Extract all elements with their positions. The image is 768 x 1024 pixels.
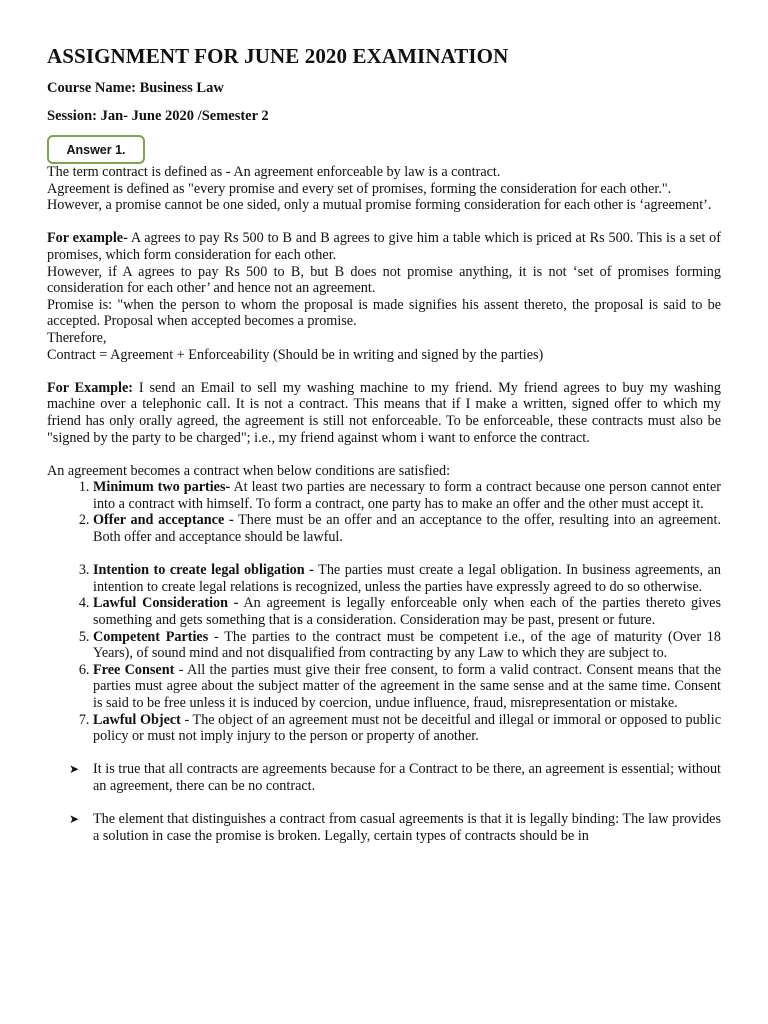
list-item bbox=[93, 712, 721, 745]
bullet-list bbox=[47, 761, 721, 844]
intro-line-1: The term contract is defined as - An agreement enforceable by law is a contract. bbox=[47, 164, 501, 180]
conditions-intro: An agreement becomes a contract when below conditions are satisfied: bbox=[47, 462, 451, 479]
bullet-text: The element that distinguishes a contract from casual agreements is that it is legally binding: The law provides a solution in case the promise is broken. Legally, certain types of contracts should be in bbox=[93, 811, 721, 844]
answer-body bbox=[47, 164, 721, 844]
list-item-text: The parties must create a legal obligation. In business agreements, an intention to create legal relations is recognized, unless the parties have expressly agreed to do so otherwise. bbox=[93, 562, 721, 595]
list-item bbox=[93, 479, 721, 512]
page-title: ASSIGNMENT FOR JUNE 2020 EXAMINATION bbox=[47, 44, 509, 68]
list-item bbox=[93, 629, 721, 662]
example-1-p2: However, if A agrees to pay Rs 500 to B, but B does not promise anything, it is not ‘set of promises forming consideration for each other’ and hence not an agreement. bbox=[47, 263, 721, 297]
list-item-title: Free Consent bbox=[93, 661, 175, 678]
list-item bbox=[93, 595, 721, 628]
list-item-title: Offer and acceptance - bbox=[93, 512, 234, 529]
conditions-list bbox=[47, 479, 721, 745]
arrow-bullet-icon: ➤ bbox=[69, 762, 80, 777]
arrow-bullet-icon: ➤ bbox=[69, 812, 80, 827]
list-item bbox=[93, 562, 721, 595]
session-info: Session: Jan- June 2020 /Semester 2 bbox=[47, 108, 269, 124]
example-1-paragraph bbox=[47, 230, 721, 263]
list-item-title: Competent Parties bbox=[93, 628, 209, 645]
list-item-title: Lawful Object bbox=[93, 711, 181, 728]
list-item-title: Minimum two parties- bbox=[93, 479, 231, 496]
list-item-text: At least two parties are necessary to form a contract because one person cannot enter into a contract with himself. To form a contract, one party has to make an offer and the other must accept it. bbox=[93, 479, 721, 512]
list-item bbox=[93, 512, 721, 545]
list-item-title: Lawful Consideration - bbox=[93, 595, 239, 612]
example-2-text: I send an Email to sell my washing machine to my friend. My friend agrees to buy my washing machine over a telephonic call. It is not a contract. This means that if I make a written, signed offer to which my friend has only orally agreed, the agreement is still not enforceable. To be enforceable, these contracts must also be "signed by the party to be charged"; i.e., my friend against whom i want to enforce the contract. bbox=[47, 379, 721, 446]
list-item-text: - The object of an agreement must not be deceitful and illegal or immoral or opposed to public policy or must not imply injury to the person or property of another. bbox=[93, 711, 721, 745]
example-1-p4: Therefore, bbox=[47, 329, 107, 346]
intro-line-3: However, a promise cannot be one sided, only a mutual promise forming consideration for each other is ‘agreement’. bbox=[47, 197, 712, 214]
list-item-text: - All the parties must give their free consent, to form a valid contract. Consent means that the parties must agree about the subject matter of the agreement in the same sense and at the same time. Consent is said to be free unless it is induced by coercion, undue influence, fraud, misrepresentation or mistake. bbox=[93, 661, 721, 711]
list-item-text: - The parties to the contract must be competent i.e., of the age of maturity (Over 18 Years), of sound mind and not disqualified from contracting by any Law to which they are subject to. bbox=[93, 628, 721, 662]
list-item bbox=[93, 662, 721, 712]
answer-badge: Answer 1. bbox=[47, 135, 145, 164]
example-2-paragraph bbox=[47, 380, 721, 446]
example-2-label: For Example: bbox=[47, 379, 133, 396]
list-spacer bbox=[47, 795, 721, 812]
example-1-p5: Contract = Agreement + Enforceability (Should be in writing and signed by the parties) bbox=[47, 346, 544, 363]
list-item-text: An agreement is legally enforceable only when each of the parties thereto gives something and gets something that is a consideration. Consideration may be past, present or future. bbox=[93, 595, 721, 629]
bullet-text: It is true that all contracts are agreements because for a Contract to be there, an agreement is essential; without an agreement, there can be no contract. bbox=[93, 761, 721, 794]
bullet-item bbox=[47, 761, 721, 794]
course-name: Course Name: Business Law bbox=[47, 80, 224, 96]
example-1-label: For example- bbox=[47, 230, 128, 247]
list-item-title: Intention to create legal obligation - bbox=[93, 562, 314, 579]
bullet-item bbox=[47, 811, 721, 844]
list-item-text: There must be an offer and an acceptance to the offer, resulting into an agreement. Both offer and acceptance should be lawful. bbox=[93, 512, 721, 546]
example-1-text: A agrees to pay Rs 500 to B and B agrees to give him a table which is priced at Rs 500. This is a set of promises, which form consideration for each other. bbox=[47, 230, 721, 263]
example-1-p3: Promise is: "when the person to whom the proposal is made signifies his assent thereto, the proposal is said to be accepted. Proposal when accepted becomes a promise. bbox=[47, 296, 721, 330]
list-spacer bbox=[93, 546, 721, 563]
intro-line-2: Agreement is defined as "every promise and every set of promises, forming the consideration for each other.". bbox=[47, 180, 672, 197]
